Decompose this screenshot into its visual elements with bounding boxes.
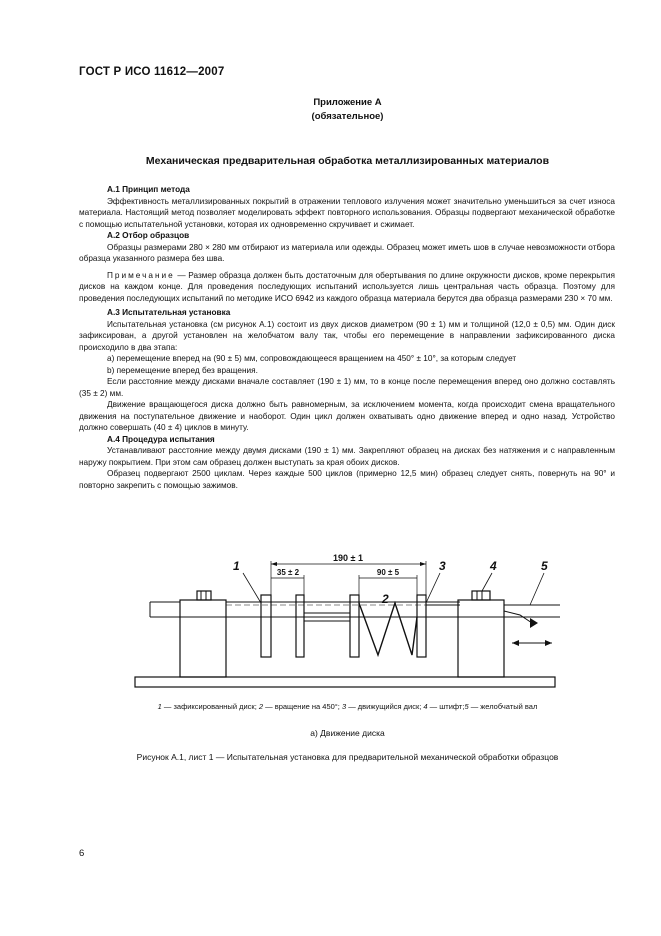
section-a3-text3: Движение вращающегося диска должно быть равномерным, за исключением момента, когда происходит смена вращательного движения на поступательное движение и наоборот. Один цикл должен охватывать одно движение вперед и одно назад. Устройство должно совершать (40 ± 4) циклов в минуту. xyxy=(79,400,615,432)
dim-label-total: 190 ± 1 xyxy=(333,553,363,563)
dim-label-35: 35 ± 2 xyxy=(276,568,300,577)
section-a2-heading: А.2 Отбор образцов xyxy=(107,231,190,240)
section-a3-item-b: b) перемещение вперед без вращения. xyxy=(107,365,258,375)
section-a4-text2: Образец подвергают 2500 циклам. Через каждые 500 циклов (примерно 12,5 мин) образец следует снять, повернуть на 90° и повторно закрепить с помощью зажимов. xyxy=(79,469,615,490)
middle-disk xyxy=(350,595,359,657)
left-pin xyxy=(197,591,211,600)
annex-body xyxy=(79,184,615,491)
note-label: Примечание xyxy=(107,270,175,280)
section-a1-text: Эффективность металлизированных покрытий в отражении теплового излучения может значительно уменьшиться за счет износа материала. Настоящий метод позволяет моделировать эффект повторного использования. Образцы подвергают механической обработке с помощью испытательной установки, которая их одновременно скручивает и сжимает. xyxy=(79,196,615,229)
note-text: — Размер образца должен быть достаточным для обертывания по длине окружности дисков, кроме перекрытия дисков на каждом конце. Для проведения последующих испытаний используется лишь центральная часть образца. Поэтому для проведения последующих испытаний по методике ИСО 6942 из каждого образца материала берутся два образца размерами 230 × 70 мм. xyxy=(79,270,615,303)
callout-2: 2 xyxy=(382,592,389,606)
section-a3-text1: Испытательная установка (см рисунок А.1) состоит из двух дисков диаметром (90 ± 1) мм и толщиной (12,0 ± 0,5) мм. Один диск зафиксирован, а другой установлен на желобчатом валу так, чтобы его перемещение в направлении зафиксированного диска происходило в два этапа: xyxy=(79,319,615,352)
section-a2-text: Образцы размерами 280 × 280 мм отбирают из материала или одежды. Образец может иметь шов в случае невозможности отбора образца указанного размера без шва. xyxy=(79,242,615,263)
section-a3-text2: Если расстояние между дисками вначале составляет (190 ± 1) мм, то в конце после перемещения вперед оно должно составлять (35 ± 2) мм. xyxy=(79,377,615,398)
document-header: ГОСТ Р ИСО 11612—2007 xyxy=(79,66,225,78)
right-pin xyxy=(472,591,490,600)
section-a3-item-a: a) перемещение вперед на (90 ± 5) мм, сопровождающееся вращением на 450° ± 10°, за которым следует xyxy=(107,354,517,363)
callout-4: 4 xyxy=(490,559,497,573)
moving-disk xyxy=(417,595,426,657)
section-a3-heading: А.3 Испытательная установка xyxy=(107,308,231,317)
callout-3: 3 xyxy=(439,559,446,573)
callout-1: 1 xyxy=(233,559,240,573)
dim-label-90: 90 ± 5 xyxy=(376,568,400,577)
annex-label: Приложение А xyxy=(313,97,382,108)
section-a4-heading: А.4 Процедура испытания xyxy=(107,434,215,444)
annex-status: (обязательное) xyxy=(311,111,384,122)
fixed-disk xyxy=(261,595,271,657)
annex-main-title: Механическая предварительная обработка металлизированных материалов xyxy=(145,155,550,167)
page-number: 6 xyxy=(79,848,85,859)
annex-title xyxy=(79,96,616,124)
note-paragraph xyxy=(79,270,615,305)
figure-legend: 1 — зафиксированный диск; 2 — вращение на 450°; 3 — движущийся диск; 4 — штифт;5 — желобчатый вал xyxy=(157,702,538,711)
section-a1-heading: А.1 Принцип метода xyxy=(107,185,190,194)
rotation-path xyxy=(359,603,417,655)
right-support xyxy=(458,600,504,677)
callout-5: 5 xyxy=(541,559,548,573)
test-apparatus-diagram xyxy=(120,545,570,695)
figure-subcaption: а) Движение диска xyxy=(310,728,385,738)
base-plate xyxy=(135,677,555,687)
moving-disk-part xyxy=(296,595,304,657)
figure-caption: Рисунок А.1, лист 1 — Испытательная установка для предварительной механической обработки образцов xyxy=(136,752,559,762)
section-a4-text1: Устанавливают расстояние между двумя дисками (190 ± 1) мм. Закрепляют образец на дисках без натяжения и с направленным наружу покрытием. При этом сам образец должен выступать за края обоих дисков. xyxy=(79,446,615,467)
left-support xyxy=(180,600,226,677)
